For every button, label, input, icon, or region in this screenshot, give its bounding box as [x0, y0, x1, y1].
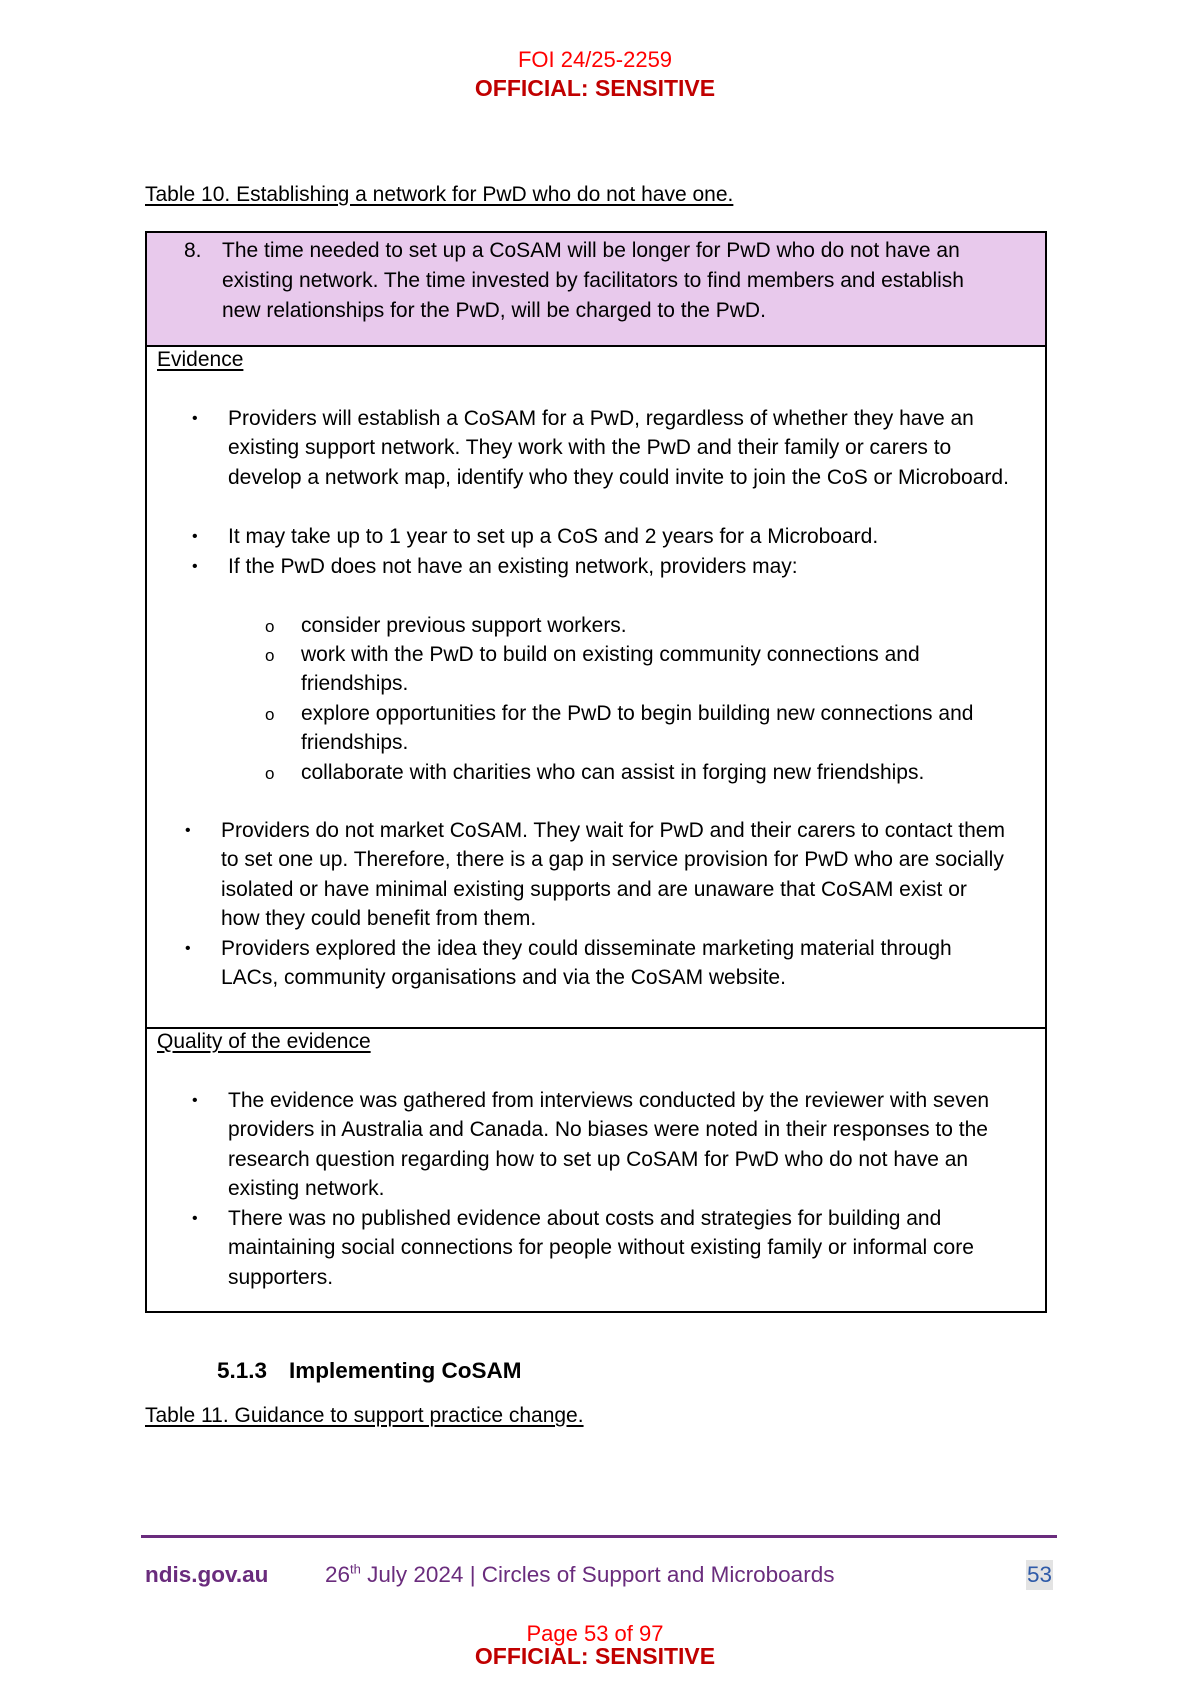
footer-date-suffix: th	[350, 1561, 361, 1577]
sub-bullet-icon: o	[265, 764, 275, 783]
section-title: Implementing CoSAM	[289, 1358, 522, 1383]
bullet-icon: •	[185, 822, 191, 839]
section-heading	[217, 1357, 522, 1385]
footer-title-text: July 2024 | Circles of Support and Microboards	[360, 1562, 835, 1587]
quality-row: Quality of the evidence • The evidence was gathered from interviews conducted by the reviewer with seven providers in Australia and Canada. No biases were noted in their responses to the research question regarding how to set up CoSAM for PwD who do not have an existing network. • There was no published evidence about costs and strategies for building and maintaining social connections for people without existing family or informal core supporters.	[157, 1030, 990, 1289]
bullet-icon: •	[192, 528, 198, 545]
finding-line: existing network. The time invested by facilitators to find members and establish	[222, 269, 964, 292]
footer-date-day: 26	[325, 1562, 351, 1587]
page-counter: Page 53 of 97	[526, 1621, 664, 1646]
finding-line: The time needed to set up a CoSAM will be longer for PwD who do not have an	[222, 239, 960, 262]
evidence-label: Evidence	[157, 348, 244, 371]
table-10-caption: Table 10. Establishing a network for PwD who do not have one.	[145, 183, 734, 206]
footer-document-title	[325, 1562, 834, 1588]
bullet-icon: •	[192, 1092, 198, 1109]
quality-label: Quality of the evidence	[157, 1030, 371, 1053]
foi-reference: FOI 24/25-2259	[517, 47, 673, 72]
table-10	[145, 231, 1047, 1313]
finding-number: 8.	[184, 239, 202, 262]
bullet-icon: •	[185, 940, 191, 957]
finding-row	[147, 233, 1045, 347]
bullet-icon: •	[192, 410, 198, 427]
classification-banner-bottom: OFFICIAL: SENSITIVE	[474, 1643, 716, 1669]
section-number: 5.1.3	[217, 1358, 268, 1383]
sub-bullet-icon: o	[265, 646, 275, 665]
sub-bullet-icon: o	[265, 617, 275, 636]
evidence-row: Evidence • Providers will establish a CoSAM for a PwD, regardless of whether they have an existing support network. They work with the PwD and their family or carers to develop a network map, identify who they could invite to join the CoS or Microboard. • It may take up to 1 year to set up a CoS and 2 years for a Microboard. • If the PwD does not have an existing network, providers may: o consider previous support workers. o work with the PwD to build on existing community connections and friendships. o explore opportunities for the PwD to begin building new connections and friendships. o collaborate with charities who can assist in forging new friendships. • Providers do not market CoSAM. They wait for PwD and their carers to contact them to set one up. Therefore, there is a gap in service provision for PwD who are socially isolated or have minimal existing supports and are unaware that CoSAM exist or how they could benefit from them. • Providers explored the idea they could disseminate marketing material through LACs, community organisations and via the CoSAM website.	[147, 345, 1045, 1029]
footer-divider	[141, 1535, 1057, 1538]
finding-text	[222, 236, 1022, 326]
bullet-icon: •	[192, 558, 198, 575]
bullet-icon: •	[192, 1210, 198, 1227]
footer-page-number: 53	[1026, 1560, 1053, 1590]
footer-site-link[interactable]: ndis.gov.au	[145, 1562, 269, 1587]
classification-banner-top: OFFICIAL: SENSITIVE	[474, 75, 716, 101]
finding-line: new relationships for the PwD, will be charged to the PwD.	[222, 299, 766, 322]
sub-bullet-icon: o	[265, 705, 275, 724]
table-11-caption: Table 11. Guidance to support practice change.	[145, 1404, 584, 1427]
